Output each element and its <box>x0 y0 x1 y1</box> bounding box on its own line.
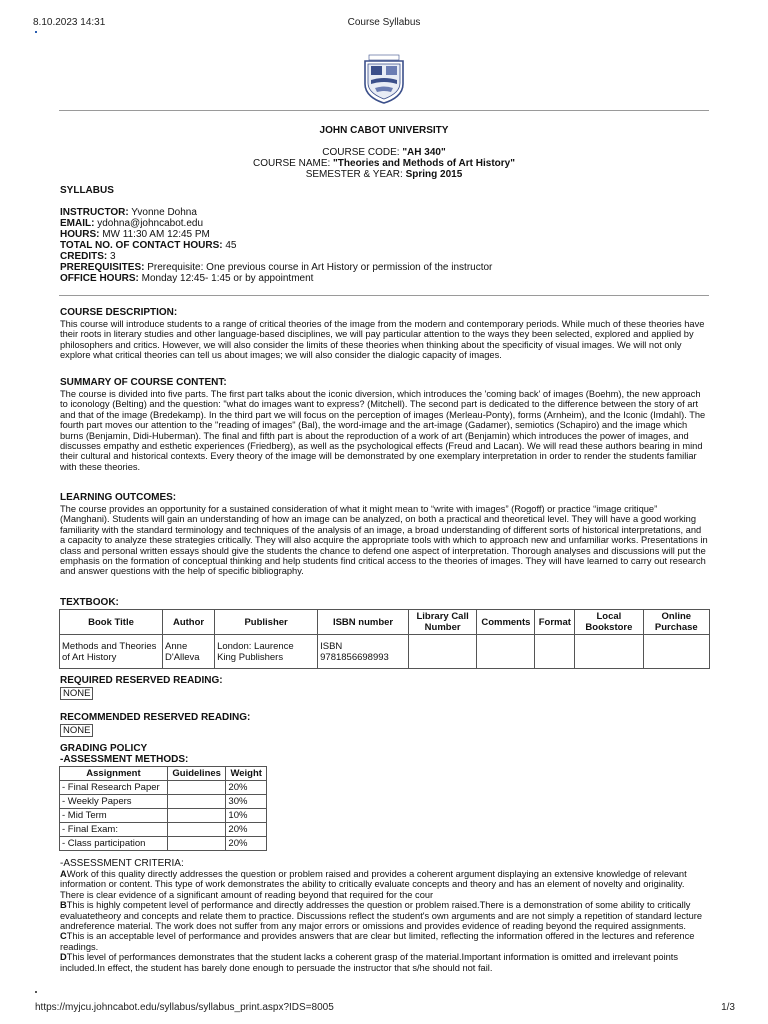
assessment-methods-heading: -ASSESSMENT METHODS: <box>60 754 189 765</box>
info-value: ydohna@johncabot.edu <box>94 218 204 229</box>
table-row <box>60 635 710 669</box>
semester-label: SEMESTER & YEAR: <box>305 169 406 180</box>
table-cell: London: Laurence King Publishers <box>215 635 318 669</box>
table-cell <box>535 635 575 669</box>
table-row <box>60 837 267 851</box>
course-info <box>60 207 492 284</box>
table-header: Weight <box>226 767 267 781</box>
outcomes-heading: LEARNING OUTCOMES: <box>60 492 177 503</box>
print-datetime: 8.10.2023 14:31 <box>33 17 106 28</box>
table-cell: 30% <box>226 795 267 809</box>
table-row <box>60 795 267 809</box>
table-row <box>60 809 267 823</box>
dot-marker <box>35 31 37 33</box>
required-reading-heading: REQUIRED RESERVED READING: <box>60 675 223 686</box>
print-title: Course Syllabus <box>347 17 421 28</box>
table-cell: 20% <box>226 823 267 837</box>
table-cell: 10% <box>226 809 267 823</box>
criteria-grade: C <box>60 931 67 942</box>
criteria-text: This is an acceptable level of performance and provides answers that are clear but limited, reflecting the information offered in the lectures and reference readings. <box>60 931 695 952</box>
table-header: Assignment <box>60 767 168 781</box>
table-cell: - Final Exam: <box>60 823 168 837</box>
criteria-item <box>60 931 708 952</box>
table-cell: Anne D'Alleva <box>163 635 215 669</box>
table-cell: - Class participation <box>60 837 168 851</box>
course-name <box>0 158 768 169</box>
info-value: Monday 12:45- 1:45 or by appointment <box>138 273 314 284</box>
table-cell: - Final Research Paper <box>60 781 168 795</box>
info-row <box>60 207 492 218</box>
summary-heading: SUMMARY OF COURSE CONTENT: <box>60 377 227 388</box>
table-cell <box>477 635 535 669</box>
info-label: HOURS: <box>60 229 100 240</box>
info-row <box>60 229 492 240</box>
info-label: INSTRUCTOR: <box>60 207 129 218</box>
info-label: TOTAL NO. OF CONTACT HOURS: <box>60 240 223 251</box>
table-header: ISBN number <box>318 610 409 635</box>
info-value: Yvonne Dohna <box>128 207 197 218</box>
criteria-grade: A <box>60 869 67 879</box>
course-code <box>0 147 768 158</box>
criteria-text: This level of performances demonstrates that the student lacks a coherent grasp of the material.Important information is omitted and irrelevant points included.In effect, the student has barely done enough to persuade the instructor that s/he should not fail. <box>60 952 679 973</box>
syllabus-heading: SYLLABUS <box>60 185 114 196</box>
criteria-item <box>60 869 708 900</box>
criteria-grade: B <box>60 900 67 911</box>
grading-heading: GRADING POLICY <box>60 743 148 754</box>
semester-value: Spring 2015 <box>405 169 463 180</box>
criteria-item <box>60 900 708 931</box>
info-label: OFFICE HOURS: <box>60 273 139 284</box>
info-row <box>60 240 492 251</box>
info-divider <box>59 295 709 296</box>
table-header: Library Call Number <box>408 610 476 635</box>
recommended-reading-value: NONE <box>60 724 93 737</box>
info-row <box>60 218 492 229</box>
table-cell <box>575 635 643 669</box>
info-row <box>60 262 492 273</box>
criteria-item <box>60 952 708 973</box>
required-reading-value: NONE <box>60 687 93 700</box>
table-header: Online Purchase <box>643 610 709 635</box>
dot-marker <box>35 991 37 993</box>
info-label: EMAIL: <box>60 218 95 229</box>
page-number: 1/3 <box>721 1002 735 1013</box>
info-label: CREDITS: <box>60 251 108 262</box>
criteria-text: This is highly competent level of performance and directly addresses the question or problem raised.There is a demonstration of some ability to critically evaluatetheory and concepts and relate them to practice. Discussions reflect the student's own arguments and are not simply a repetition of standard lecture andreference material. The work does not suffer from any major errors or omissions and provides evidence of reading beyond the required assignments. <box>60 900 703 932</box>
table-header: Publisher <box>215 610 318 635</box>
table-cell <box>643 635 709 669</box>
textbook-table <box>59 609 710 669</box>
recommended-reading-heading: RECOMMENDED RESERVED READING: <box>60 712 251 723</box>
table-header: Book Title <box>60 610 163 635</box>
table-cell: ISBN 9781856698993 <box>318 635 409 669</box>
table-cell: 20% <box>226 781 267 795</box>
assessment-criteria <box>60 869 708 973</box>
info-value: 45 <box>222 240 237 251</box>
table-cell <box>167 795 225 809</box>
table-cell <box>167 837 225 851</box>
table-row <box>60 823 267 837</box>
description-heading: COURSE DESCRIPTION: <box>60 307 178 318</box>
description-text: This course will introduce students to a range of critical theories of the image from the modern and contemporary periods. While much of these theories have their roots in literary studies and other language-based disciplines, we will pay particular attention to the ways they been selected, explored and applied by philosophers and critics. However, we will also consider the limits of these theories when thinking about the specificity of visual images. We will not only explore what critical theories can tell us about images; we will also consider the dialogic capacity of images. <box>60 319 705 361</box>
summary-text: The course is divided into five parts. The first part talks about the iconic diversion, which introduces the 'coming back' of images (Boehm), the new approach to iconology (Belting) and the question: "what do images want to express? (Mitchell). The second part is dedicated to the difference between the story of art and that of the image (Bredekamp). In the third part we will focus on the perception of images (Merleau-Ponty), forms (Arnheim), and the Iconic (Imdahl). The fourth part moves our attention to the "reading of images" (Bal), the word-image and the art-image (Gadamer), semiotics (Schapiro) and the image which burns (Benjamin, Didi-Huberman). The final and fifth part is about the reproduction of a work of art (Benjamin) which introduces the power of images, and discusses empathy and esthetic experiences (Friedberg), as well as the psychological effects (Freud and Lacan). We will read these authors bearing in mind their cultural and historical contexts. Every theory of the image will be demonstrated by one exemplary interpretation in order to render the students familiar with these theories. <box>60 389 706 472</box>
page-url-link[interactable]: https://myjcu.johncabot.edu/syllabus/syllabus_print.aspx?IDS=8005 <box>35 1002 334 1013</box>
assessment-table <box>59 766 267 851</box>
table-cell: 20% <box>226 837 267 851</box>
university-name: JOHN CABOT UNIVERSITY <box>319 125 449 136</box>
assessment-criteria-heading: -ASSESSMENT CRITERIA: <box>60 858 184 869</box>
table-header: Comments <box>477 610 535 635</box>
course-code-label: COURSE CODE: <box>322 147 403 158</box>
course-name-label: COURSE NAME: <box>253 158 334 169</box>
table-header: Author <box>163 610 215 635</box>
info-row <box>60 273 492 284</box>
info-row <box>60 251 492 262</box>
criteria-text: Work of this quality directly addresses the question or problem raised and provides a coherent argument displaying an extensive knowledge of relevant information or content. This type of work demonstrates the ability to critically evaluate concepts and theory and has an element of novelty and originality. There is clear evidence of a significant amount of reading beyond that required for the cour <box>60 869 687 900</box>
textbook-heading: TEXTBOOK: <box>60 597 119 608</box>
course-name-value: "Theories and Methods of Art History" <box>333 158 515 169</box>
info-label: PREREQUISITES: <box>60 262 145 273</box>
table-cell: - Mid Term <box>60 809 168 823</box>
table-cell <box>167 781 225 795</box>
textbook-header-row <box>60 610 710 635</box>
outcomes-text: The course provides an opportunity for a sustained consideration of what it might mean to “write with images” (Rogoff) or practice “image critique” (Manghani). Students will gain an understanding of how an image can be analyzed, on both a practical and theoretical level. They will have a good working familiarity with the standard terminology and techniques of the analysis of an image, a broad understanding of different sorts of historical interpretations, and a capacity to analyze these strategies critically. They will also acquire the appropriate tools with which to approach new and unfamiliar works. Presentations in class and personal written essays should give the students the chance to defend one aspect of interpretation. Thorough analyses and discussions will put the emphasis on the formation of conceptual thinking and help students find critical access to the theories of images. They will have learned to carry out research and answer questions with the help of specific bibliography. <box>60 504 708 577</box>
table-header: Format <box>535 610 575 635</box>
top-divider <box>59 110 709 111</box>
table-row <box>60 781 267 795</box>
table-cell <box>167 823 225 837</box>
assessment-header-row <box>60 767 267 781</box>
info-value: Prerequisite: One previous course in Art History or permission of the instructor <box>144 262 493 273</box>
course-code-value: "AH 340" <box>402 147 446 158</box>
table-header: Guidelines <box>167 767 225 781</box>
info-value: 3 <box>107 251 116 262</box>
info-value: MW 11:30 AM 12:45 PM <box>99 229 210 240</box>
criteria-grade: D <box>60 952 67 963</box>
university-logo-icon <box>361 54 407 104</box>
table-cell <box>408 635 476 669</box>
semester <box>0 169 768 180</box>
table-cell: - Weekly Papers <box>60 795 168 809</box>
table-cell: Methods and Theories of Art History <box>60 635 163 669</box>
table-header: Local Bookstore <box>575 610 643 635</box>
table-cell <box>167 809 225 823</box>
